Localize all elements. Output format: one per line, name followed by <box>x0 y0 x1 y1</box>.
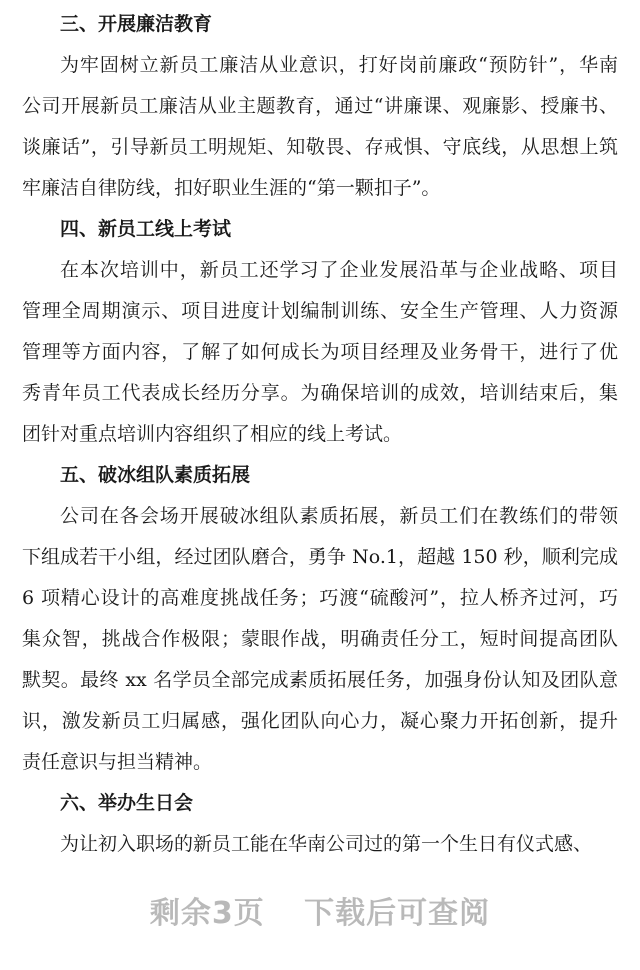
paragraph-line: 管理等方面内容，了解了如何成长为项目经理及业务骨干，进行了优 <box>22 341 618 363</box>
document-body <box>22 4 618 865</box>
paragraph-line: 集众智，挑战合作极限；蒙眼作战，明确责任分工，短时间提高团队 <box>22 628 618 650</box>
paragraph-line: 责任意识与担当精神。 <box>22 751 213 773</box>
paragraph-line: 在本次培训中，新员工还学习了企业发展沿革与企业战略、项目 <box>60 259 618 281</box>
section-heading: 六、举办生日会 <box>60 792 194 814</box>
section-heading: 四、新员工线上考试 <box>60 218 232 240</box>
section-paragraph <box>22 496 618 783</box>
paragraph-line: 谈廉话”，引导新员工明规矩、知敬畏、存戒惧、守底线，从思想上筑 <box>22 136 618 158</box>
paragraph-line: 团针对重点培训内容组织了相应的线上考试。 <box>22 423 403 445</box>
paragraph-line: 公司开展新员工廉洁从业主题教育，通过“讲廉课、观廉影、授廉书、 <box>22 95 618 117</box>
preview-limit-banner <box>0 888 640 932</box>
paragraph-line: 公司在各会场开展破冰组队素质拓展，新员工们在教练们的带领 <box>60 505 618 527</box>
paragraph-line: 为让初入职场的新员工能在华南公司过的第一个生日有仪式感、 <box>60 833 593 855</box>
paragraph-line: 6 项精心设计的高难度挑战任务；巧渡“硫酸河”，拉人桥齐过河，巧 <box>22 587 618 609</box>
paragraph-line: 为牢固树立新员工廉洁从业意识，打好岗前廉政“预防针”，华南 <box>60 54 618 76</box>
remaining-pages-label: 剩余3页 <box>149 896 265 931</box>
paragraph-line: 牢廉洁自律防线，扣好职业生涯的“第一颗扣子”。 <box>22 177 441 199</box>
section-paragraph <box>22 45 618 209</box>
section-heading: 三、开展廉洁教育 <box>60 13 213 35</box>
paragraph-line: 识，激发新员工归属感，强化团队向心力，凝心聚力开拓创新，提升 <box>22 710 618 732</box>
paragraph-line: 下组成若干小组，经过团队磨合，勇争 No.1，超越 150 秒，顺利完成 <box>22 546 618 568</box>
section-paragraph <box>22 824 618 865</box>
section-paragraph <box>22 250 618 455</box>
download-to-view-label: 下载后可查阅 <box>304 896 491 931</box>
paragraph-line: 默契。最终 xx 名学员全部完成素质拓展任务，加强身份认知及团队意 <box>22 669 618 691</box>
paragraph-line: 管理全周期演示、项目进度计划编制训练、安全生产管理、人力资源 <box>22 300 618 322</box>
paragraph-line: 秀青年员工代表成长经历分享。为确保培训的成效，培训结束后，集 <box>22 382 618 404</box>
section-heading: 五、破冰组队素质拓展 <box>60 464 251 486</box>
